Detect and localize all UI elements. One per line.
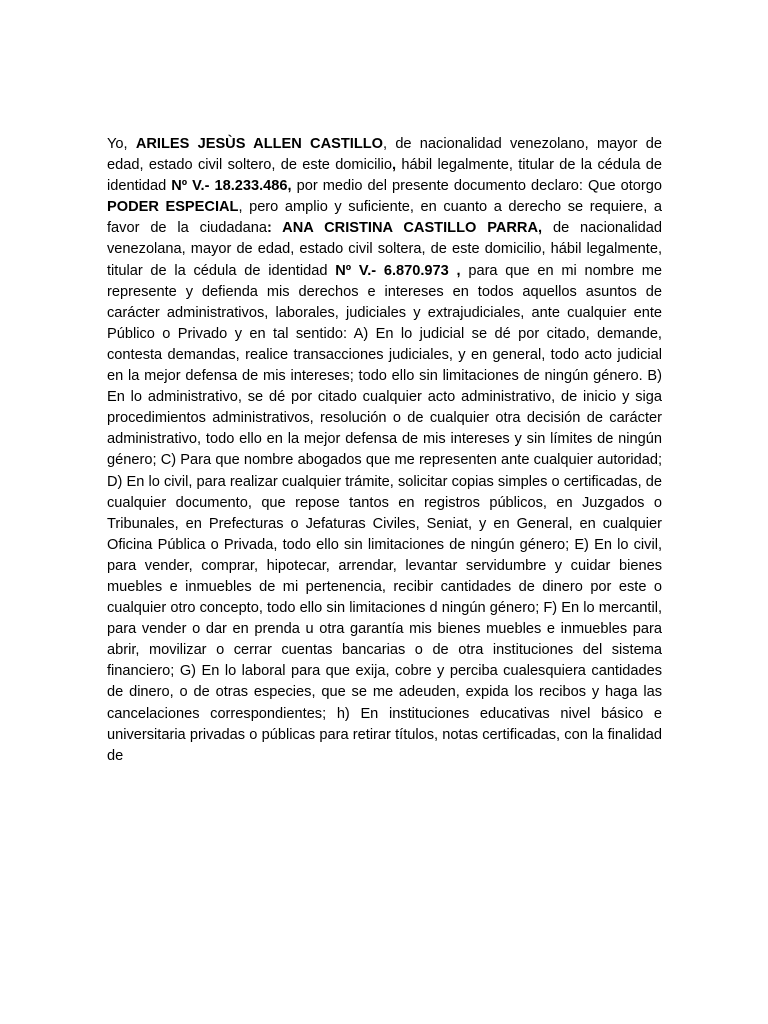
text-segment: hábil legalmente, titular de la cédula de identidad — [107, 157, 662, 195]
power-type: PODER ESPECIAL — [107, 199, 239, 216]
text-segment-bold: , — [391, 157, 397, 174]
grantor-name: ARILES JESÙS ALLEN CASTILLO — [135, 136, 384, 152]
attorney-id-number: Nº V.- 6.870.973 , — [335, 262, 461, 279]
power-of-attorney-paragraph — [107, 134, 662, 767]
text-segment: por medio del presente documento declaro: Que otorgo — [291, 178, 662, 195]
text-segment: de nacionalidad venezolana, mayor de edad, estado civil soltera, de este domicilio, hábil legalmente, titular de la cédula de identidad — [107, 220, 663, 279]
text-segment: para que en mi nombre me represente y defienda mis derechos e intereses en todos aquellos asuntos de carácter administrativos, laborales, judiciales y extrajudiciales, ante cualquier ente Público o Privado y en tal sentido: A) En lo judicial se dé por citado, demande, contesta demandas, realice transacciones judiciales, y en general, todo acto judicial en la mejor defensa de mis intereses; todo ello sin limitaciones de ningún género. B) En lo administrativo, se dé por citado cualquier acto administrativo, de inicio y siga procedimientos administrativos, resolución o de cualquier otra decisión de carácter administrativo, todo ello en la mejor defensa de mis intereses y sin límites de ningún género; C) Para que nombre abogados que me representen ante cualquier autoridad; D) En lo civil, para realizar cualquier trámite, solicitar copias simples o certificadas, de cualquier documento, que repose tantos en registros públicos, en Juzgados o Tribunales, en Prefecturas o Jefaturas Civiles, Seniat, y en General, en cualquier Oficina Pública o Privada, todo ello sin limitaciones de ningún género; E) En lo civil, para vender, comprar, hipotecar, arrendar, levantar servidumbre y cuidar bienes muebles e inmuebles de mi pertenencia, recibir cantidades de dinero por este o cualquier otro concepto, todo ello sin limitaciones d ningún género; F) En lo mercantil, para vender o dar en prenda u otra garantía mis bienes muebles e inmuebles para abrir, movilizar o cerrar cuentas bancarias o de otra instituciones del sistema financiero; G) En lo laboral para que exija, cobre y perciba cualesquiera cantidades de dinero, o de otras especies, que se me adeuden, expida los recibos y haga las cancelaciones correspondientes; h) En instituciones educativas nivel básico e universitaria privadas o públicas para retirar títulos, notas certificadas, con la finalidad de — [107, 262, 662, 764]
text-segment: Yo, — [107, 136, 136, 152]
grantor-id-number: Nº V.- 18.233.486, — [171, 178, 292, 195]
text-segment: , de nacionalidad venezolano, mayor de edad, estado civil soltero, de este domicilio — [107, 136, 662, 174]
attorney-name: : ANA CRISTINA CASTILLO PARRA, — [267, 220, 543, 237]
document-page — [107, 134, 662, 767]
text-segment: , pero amplio y suficiente, en cuanto a derecho se requiere, a favor de la ciudadana — [107, 199, 662, 237]
